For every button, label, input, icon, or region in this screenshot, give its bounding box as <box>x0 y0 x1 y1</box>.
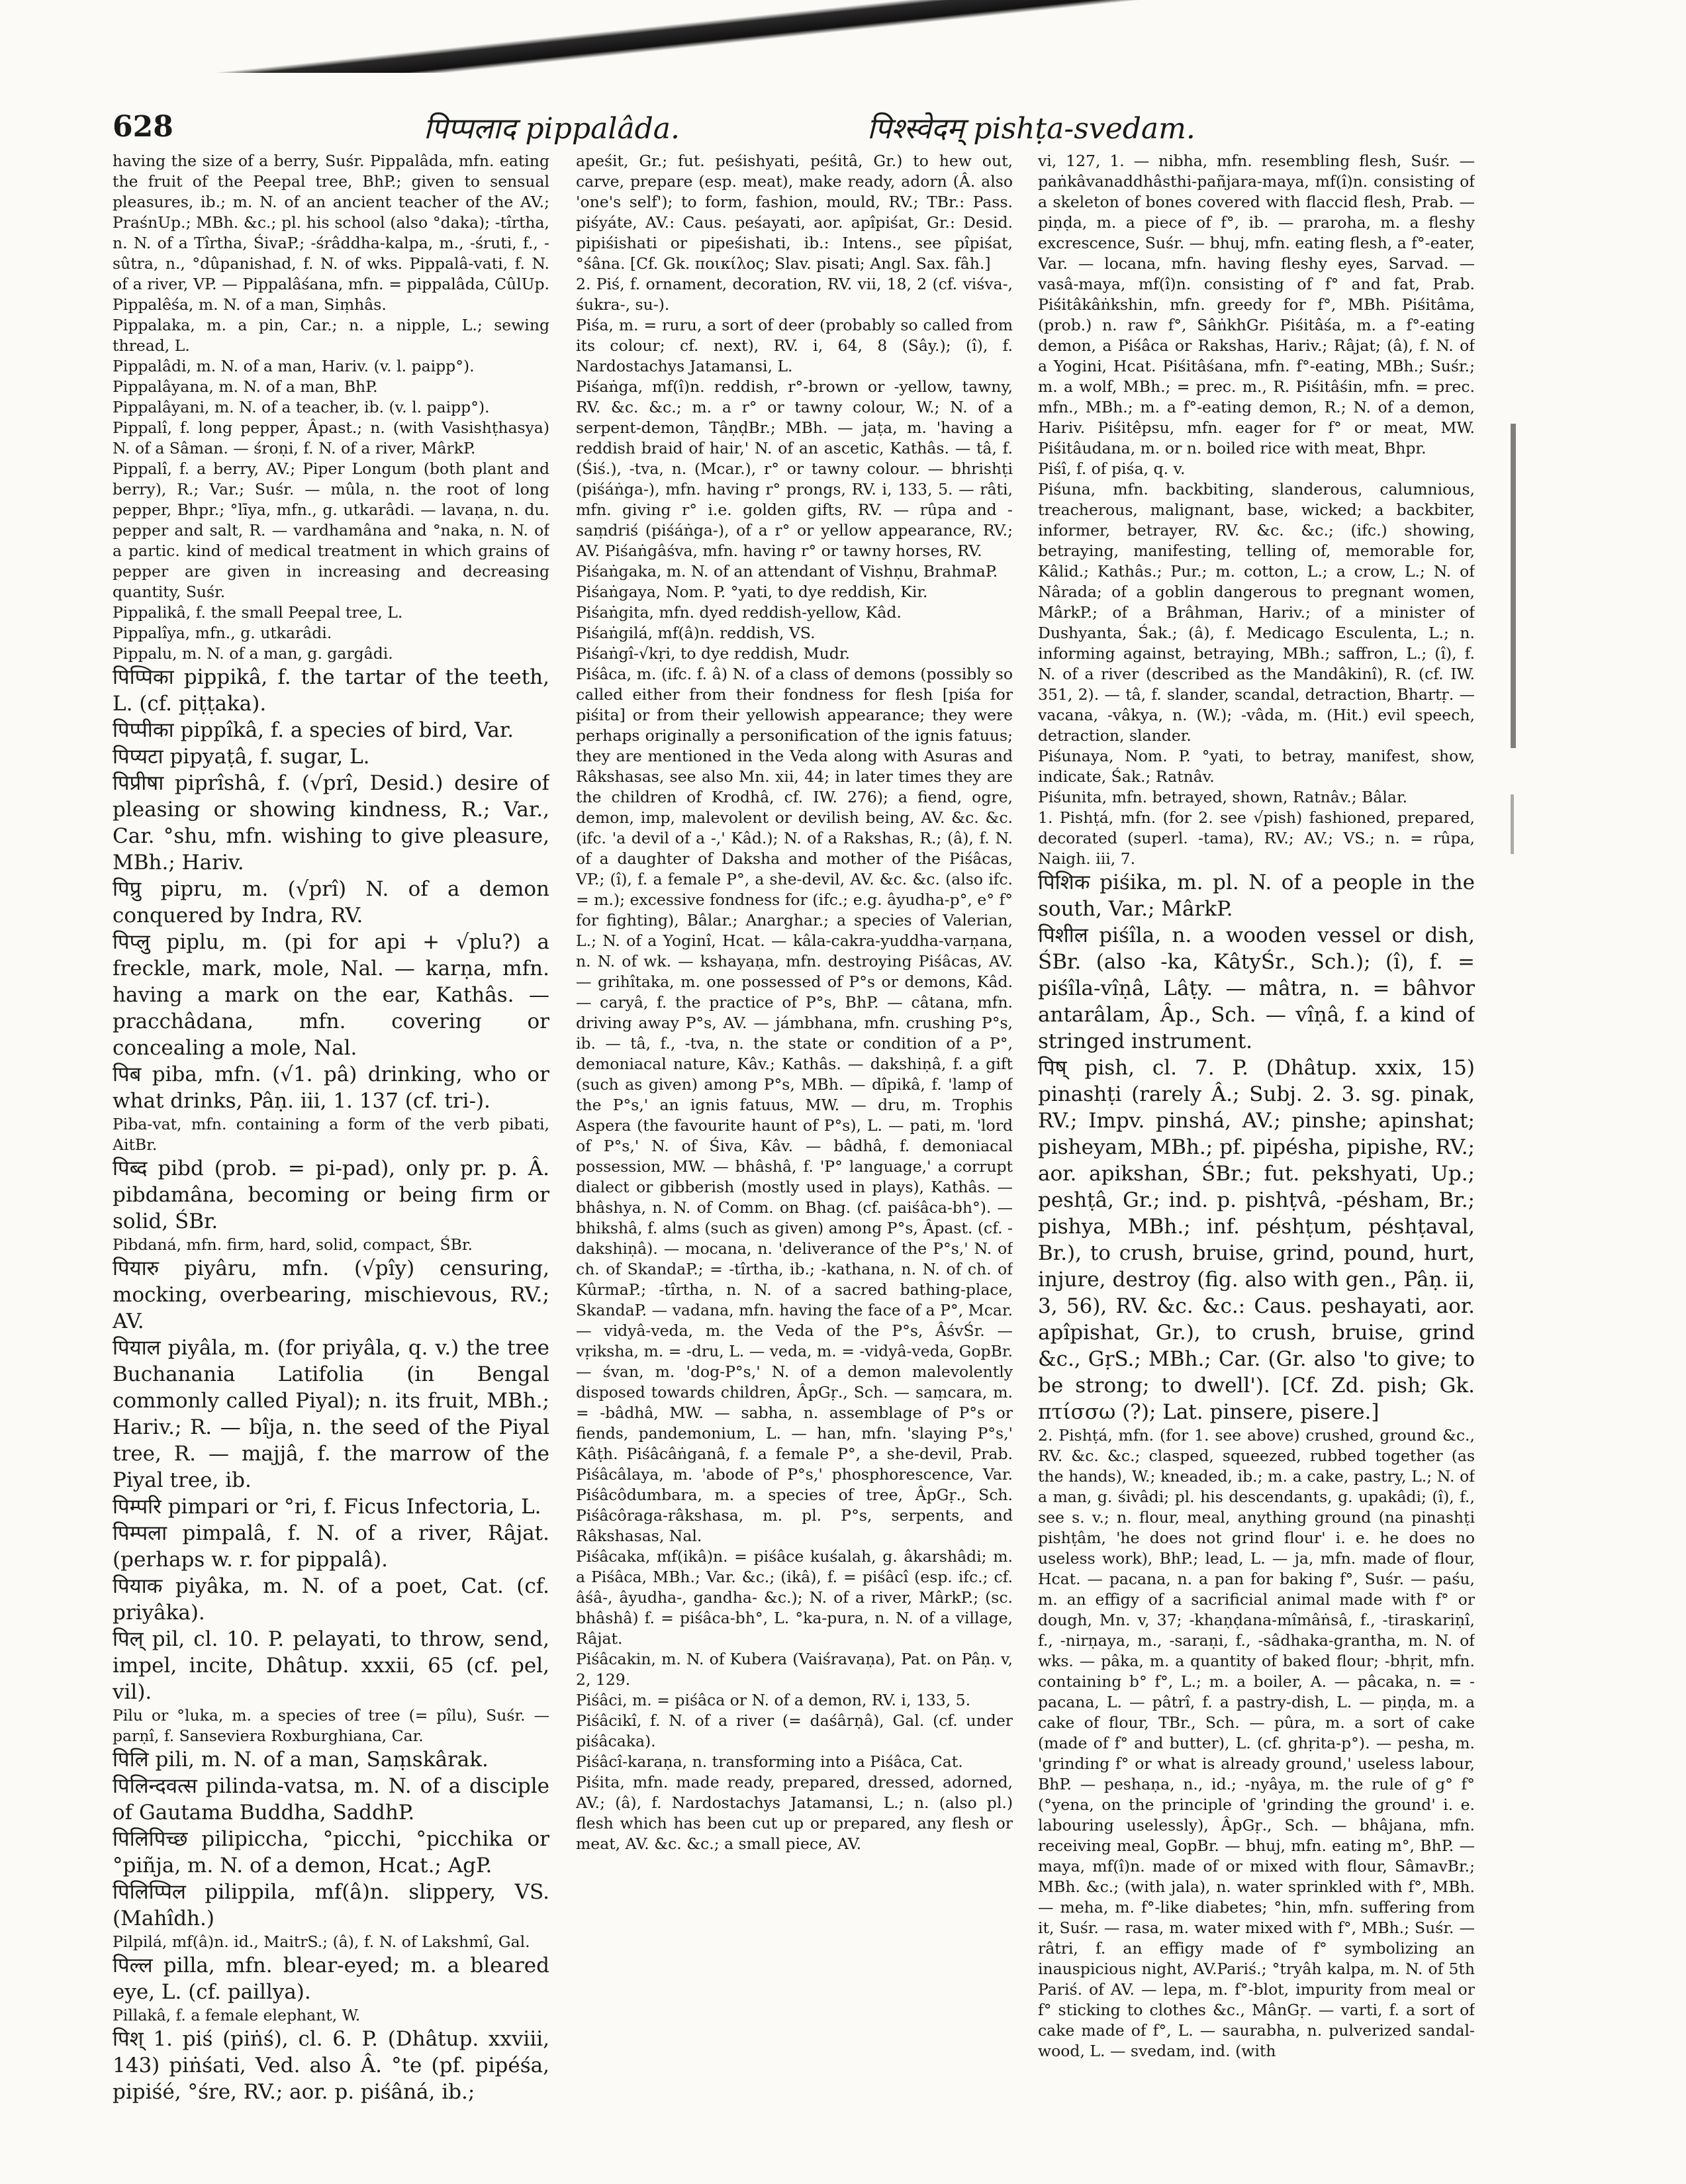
dictionary-entry: Piśuna, mfn. backbiting, slanderous, calumnious, treacherous, malignant, base, wicked; a backbiter, informer, betrayer, RV. &c. &c.; (ifc.) showing, betraying, manifesting, telling of, memorable for, Kâlid.; Kathâs.; Pur.; m. cotton, L.; a crow, L.; N. of Nârada; of a goblin dangerous to pregnant women, MârkP.; of a Brâhman, Hariv.; of a minister of Dushyanta, Śak.; (â), f. Medicago Esculenta, L.; n. informing against, betraying, MBh.; saffron, L.; (î), f. N. of a river (described as the Mandâkinî), R. (cf. IW. 351, 2). — tâ, f. slander, scandal, detraction, Bhartṛ. — vacana, -vâkya, n. (W.); -vâda, m. (Hit.) evil speech, detraction, slander. <box>1038 480 1475 745</box>
dictionary-entry: Pippalî, f. long pepper, Âpast.; n. (with Vasishṭhasya) N. of a Sâman. — śroṇi, f. N. of a river, MârkP. <box>113 418 549 457</box>
dictionary-entry: पिप्लु piplu, m. (pi for api + √plu?) a freckle, mark, mole, Nal. — karṇa, mfn. having a mark on the ear, Kathâs. — pracchâdana, mfn. covering or concealing a mole, Nal. <box>113 930 549 1060</box>
dictionary-entry: Piba-vat, mfn. containing a form of the verb pibati, AitBr. <box>113 1115 549 1154</box>
dictionary-entry: Piśaṅgilá, mf(â)n. reddish, VS. <box>576 624 816 642</box>
dictionary-entry: Piśa, m. = ruru, a sort of deer (probably so called from its colour; cf. next), RV. i, 64, 8 (Sây.); (î), f. Nardostachys Jatamansi, L. <box>576 316 1013 375</box>
dictionary-entry: पिप्रीषा piprîshâ, f. (√prî, Desid.) desire of pleasing or showing kindness, R.; Var., Car. °shu, mfn. wishing to give pleasure, MBh.; Hariv. <box>113 771 549 875</box>
dictionary-entry: Pippalaka, m. a pin, Car.; n. a nipple, L.; sewing thread, L. <box>113 316 549 355</box>
dictionary-entry: Pippalikâ, f. the small Peepal tree, L. <box>113 603 403 622</box>
dictionary-entry: Piśâca, m. (ifc. f. â) N. of a class of demons (possibly so called either from their fondness for flesh [piśa for piśita] or from their yellowish appearance; they were perhaps originally a personification of the ignis fatuus; they are mentioned in the Veda along with Asuras and Râkshasas, see also Mn. xii, 44; in later times they are the children of Krodhâ, cf. IW. 276); a fiend, ogre, demon, imp, malevolent or devilish being, AV. &c. &c. (ifc. 'a devil of a -,' Kâd.); N. of a Rakshas, R.; (â), f. N. of a daughter of Daksha and mother of the Piśâcas, VP.; (î), f. a female P°, a she-devil, AV. &c. &c. (also ifc. = m.); excessive fondness for (ifc.; e.g. âyudha-p°, e° f° for fighting), Bâlar.; Anarghar.; a species of Valerian, L.; N. of a Yoginî, Hcat. — kâla-cakra-yuddha-varṇana, n. N. of wk. — kshayaṇa, mfn. destroying Piśâcas, AV. — grihîtaka, m. one possessed of P°s or demons, Kâd. — caryâ, f. the practice of P°s, BhP. — câtana, mfn. driving away P°s, AV. — jámbhana, mfn. crushing P°s, ib. — tâ, f., -tva, n. the state or condition of a P°, demoniacal nature, Kâv.; Kathâs. — dakshiṇâ, f. a gift (such as given) among P°s, MBh. — dîpikâ, f. 'lamp of the P°s,' an ignis fatuus, MW. — dru, m. Trophis Aspera (the favourite haunt of P°s), L. — pati, m. 'lord of P°s,' N. of Śiva, Kâv. — bâdhâ, f. demoniacal possession, MW. — bhâshâ, f. 'P° language,' a corrupt dialect or gibberish (mostly used in plays), Kathâs. — bhâshya, n. N. of Comm. on Bhag. (cf. paiśâca-bh°). — bhikshâ, f. alms (such as given) among P°s, Âpast. (cf. -dakshiṇâ). — mocana, n. 'deliverance of the P°s,' N. of ch. of SkandaP.; = -tîrtha, ib.; -kathana, n. N. of ch. of KûrmaP.; -tîrtha, n. N. of a sacred bathing-place, SkandaP. — vadana, mfn. having the face of a P°, Mcar. — vidyâ-veda, m. the Veda of the P°s, ÂśvŚr. — vṛiksha, m. = -dru, L. — veda, m. = -vidyâ-veda, GopBr. — śvan, m. 'dog-P°s,' N. of a demon malevolently disposed towards children, ÂpGṛ., Sch. — saṃcara, m. = -bâdhâ, MW. — sabha, n. assemblage of P°s or fiends, pandemonium, L. — han, mfn. 'slaying P°s,' Kâṭh. Piśâcâṅganâ, f. a female P°, a she-devil, Prab. Piśâcâlaya, m. 'abode of P°s,' phosphorescence, Var. Piśâcôdumbara, m. a species of tree, ÂpGṛ., Sch. Piśâcôraga-râkshasa, m. pl. P°s, serpents, and Râkshasas, Nal. <box>576 665 1013 1545</box>
dictionary-entry: पिप्पिका pippikâ, f. the tartar of the teeth, L. (cf. piṭṭaka). <box>113 665 549 716</box>
dictionary-entry: Pippalâyana, m. N. of a man, BhP. <box>113 377 378 396</box>
dictionary-entry: Pilpilá, mf(â)n. id., MaitrS.; (â), f. N. of Lakshmî, Gal. <box>113 1932 530 1951</box>
dictionary-entry: पियाल piyâla, m. (for priyâla, q. v.) the tree Buchanania Latifolia (in Bengal commonly called Piyal); n. its fruit, MBh.; Hariv.; R. — bîja, n. the seed of the Piyal tree, R. — majjâ, f. the marrow of the Piyal tree, ib. <box>113 1336 549 1492</box>
dictionary-entry: vi, 127, 1. — nibha, mfn. resembling flesh, Suśr. — paṅkâvanaddhâsthi-pañjara-maya, mf(î)n. consisting of a skeleton of bones covered with flaccid flesh, Prab. — piṇḍa, m. a piece of f°, ib. — praroha, m. a fleshy excrescence, Suśr. — bhuj, mfn. eating flesh, a f°-eater, Var. — locana, mfn. having fleshy eyes, Sarvad. — vasâ-maya, mf(î)n. consisting of f° and fat, Prab. Piśitâkâṅkshin, mfn. greedy for f°, MBh. Piśitâma, (prob.) n. raw f°, SâṅkhGr. Piśitâśa, m. a f°-eating demon, a Piśâca or Rakshas, Hariv.; Râjat; (â), f. N. of a Yogini, Hcat. Piśitâśana, mfn. f°-eating, MBh.; Suśr.; m. a wolf, MBh.; = prec. m., R. Piśitâśin, mfn. = prec. mfn., MBh.; m. a f°-eating demon, R.; N. of a demon, Hariv. Piśitêpsu, mfn. eager for f° or meat, MW. Piśitâudana, m. or n. boiled rice with meat, Bhpr. <box>1038 152 1475 457</box>
dictionary-entry: पिलि pili, m. N. of a man, Saṃskârak. <box>113 1748 489 1772</box>
column-3 <box>1038 151 1475 2150</box>
left-running-head: पिप्पलाद pippalâda. <box>424 112 680 146</box>
scan-edge-mark <box>1511 424 1516 748</box>
dictionary-entry: Pippalu, m. N. of a man, g. gargâdi. <box>113 644 393 663</box>
dictionary-entry: Piśaṅgita, mfn. dyed reddish-yellow, Kâd. <box>576 603 902 622</box>
dictionary-entry: Piśâcî-karaṇa, n. transforming into a Piśâca, Cat. <box>576 1752 963 1771</box>
top-edge-shadow <box>0 0 1686 73</box>
dictionary-entry: Pillakâ, f. a female elephant, W. <box>113 2006 361 2024</box>
column-1 <box>113 151 549 2150</box>
dictionary-entry: Piśaṅgaka, m. N. of an attendant of Vishṇu, BrahmaP. <box>576 562 998 581</box>
dictionary-entry: पिब्द pibd (prob. = pi-pad), only pr. p. Â. pibdamâna, becoming or being firm or solid, ŚBr. <box>113 1157 549 1233</box>
dictionary-entry: Piśunita, mfn. betrayed, shown, Ratnâv.; Bâlar. <box>1038 788 1408 806</box>
dictionary-entry: Piśunaya, Nom. P. °yati, to betray, manifest, show, indicate, Śak.; Ratnâv. <box>1038 747 1475 786</box>
dictionary-entry: पिम्पला pimpalâ, f. N. of a river, Râjat. (perhaps w. r. for pippalâ). <box>113 1521 549 1572</box>
dictionary-entry: पिलिप्पिल pilippila, mf(â)n. slippery, VS. (Mahîdh.) <box>113 1880 549 1930</box>
dictionary-entry: पिप्पीका pippîkâ, f. a species of bird, Var. <box>113 718 514 742</box>
dictionary-entry: पिलिपिच्छ pilipiccha, °picchi, °picchika or °piñja, m. N. of a demon, Hcat.; AgP. <box>113 1827 549 1877</box>
dictionary-entry: Pilu or °luka, m. a species of tree (= pîlu), Suśr. — parṇî, f. Sanseviera Roxburghiana, Car. <box>113 1706 549 1745</box>
dictionary-entry: पिशिक piśika, m. pl. N. of a people in the south, Var.; MârkP. <box>1038 871 1475 921</box>
dictionary-entry: Piśita, mfn. made ready, prepared, dressed, adorned, AV.; (â), f. Nardostachys Jatamansi, L.; n. (also pl.) flesh which has been cut up or prepared, any flesh or meat, AV. &c. &c.; a small piece, AV. <box>576 1773 1013 1853</box>
dictionary-entry: पिष् pish, cl. 7. P. (Dhâtup. xxix, 15) pinashṭi (rarely Â.; Subj. 2. 3. sg. pinak, RV.; Impv. pinshá, AV.; pinshe; apinshat; pisheyam, MBh.; pf. pipésha, pipishe, RV.; aor. apikshan, ŚBr.; fut. pekshyati, Up.; peshṭâ, Gr.; ind. p. pishṭvâ, -pésham, Br.; pishya, MBh.; inf. péshṭum, péshṭaval, Br.), to crush, bruise, grind, pound, hurt, injure, destroy (fig. also with gen., Pâṇ. ii, 3, 56), RV. &c. &c.: Caus. peshayati, aor. apîpishat, Gr.), to crush, bruise, grind &c., GṛS.; MBh.; Car. (Gr. also 'to give; to be strong; to dwell'). [Cf. Zd. pish; Gk. πτίσσω (?); Lat. pinsere, pisere.] <box>1038 1056 1475 1424</box>
dictionary-entry: पिशील piśîla, n. a wooden vessel or dish, ŚBr. (also -ka, KâtyŚr., Sch.); (î), f. = piśîla-vîṇâ, Lâṭy. — mâtra, n. = bâhvor antarâlam, Âp., Sch. — vîṇâ, f. a kind of stringed instrument. <box>1038 924 1475 1053</box>
dictionary-entry: 2. Piś, f. ornament, decoration, RV. vii, 18, 2 (cf. viśva-, śukra-, su-). <box>576 275 1013 314</box>
dictionary-entry: पिलिन्दवत्स pilinda-vatsa, m. N. of a disciple of Gautama Buddha, SaddhP. <box>113 1774 549 1825</box>
dictionary-entry: पिप्यटा pipyaṭâ, f. sugar, L. <box>113 745 370 769</box>
dictionary-entry: Piśâci, m. = piśâca or N. of a demon, RV. i, 133, 5. <box>576 1691 971 1709</box>
page-number: 628 <box>113 110 173 144</box>
dictionary-entry: apeśit, Gr.; fut. peśishyati, peśitâ, Gr.) to hew out, carve, prepare (esp. meat), make ready, adorn (Â. also 'one's self'); to form, fashion, mould, RV.; TBr.: Pass. piśyáte, AV.: Caus. peśayati, aor. apîpiśat, Gr.: Desid. pipiśishati or pipeśishati, ib.: Intens., see pîpiśat, °śâna. [Cf. Gk. ποικίλος; Slav. pisati; Angl. Sax. fâh.] <box>576 152 1013 273</box>
scan-edge-mark-small <box>1511 794 1514 854</box>
dictionary-entry: पिल् pil, cl. 10. P. pelayati, to throw, send, impel, incite, Dhâtup. xxxii, 65 (cf. pel, vil). <box>113 1627 549 1704</box>
dictionary-entry: पिल्ल pilla, mfn. blear-eyed; m. a bleared eye, L. (cf. paillya). <box>113 1954 549 2004</box>
dictionary-entry: Pippalâyani, m. N. of a teacher, ib. (v. l. paipp°). <box>113 398 490 416</box>
dictionary-entry: पियाक piyâka, m. N. of a poet, Cat. (cf. priyâka). <box>113 1574 549 1625</box>
dictionary-entry: Piśâcakin, m. N. of Kubera (Vaiśravaṇa), Pat. on Pâṇ. v, 2, 129. <box>576 1650 1013 1689</box>
dictionary-entry: Piśâcikî, f. N. of a river (= daśârṇâ), Gal. (cf. under piśâcaka). <box>576 1711 1013 1750</box>
dictionary-entry: Piśâcaka, mf(ikâ)n. = piśâce kuśalah, g. âkarshâdi; m. a Piśâca, MBh.; Var. &c.; (ikâ), f. = piśâcî (esp. ifc.; cf. âśâ-, âyudha-, gandha- &c.); N. of a river, MârkP.; (sc. bhâshâ) f. = piśâca-bh°, L. °ka-pura, n. N. of a village, Râjat. <box>576 1547 1013 1648</box>
column-2 <box>576 151 1013 2150</box>
dictionary-entry: Piśaṅga, mf(î)n. reddish, r°-brown or -yellow, tawny, RV. &c. &c.; m. a r° or tawny colour, W.; N. of a serpent-demon, TâṇḍBr.; MBh. — jaṭa, m. 'having a reddish braid of hair,' N. of an ascetic, Kathâs. — tâ, f. (Śiś.), -tva, n. (Mcar.), r° or tawny colour. — bhrishṭi (piśáṅga-), mfn. having r° prongs, RV. i, 133, 5. — râti, mfn. giving r° i.e. golden gifts, RV. — rûpa and -saṃdriś (piśáṅga-), of a r° or yellow appearance, RV.; AV. Piśaṅgâśva, mfn. having r° or tawny horses, RV. <box>576 377 1013 560</box>
dictionary-entry: पियारु piyâru, mfn. (√pîy) censuring, mocking, overbearing, mischievous, RV.; AV. <box>113 1257 549 1333</box>
page-header <box>113 99 1489 152</box>
right-running-head: पिश्स्वेदम् pishṭa-svedam. <box>867 112 1195 146</box>
dictionary-entry: Piśaṅgaya, Nom. P. °yati, to dye reddish, Kir. <box>576 583 928 601</box>
dictionary-entry: पिश् 1. piś (piṅś), cl. 6. P. (Dhâtup. xxviii, 143) piṅśati, Ved. also Â. °te (pf. pipéśa, pipiśé, °śre, RV.; aor. p. piśâná, ib.; <box>113 2027 549 2104</box>
dictionary-entry: पिप्रु pipru, m. (√prî) N. of a demon conquered by Indra, RV. <box>113 877 549 927</box>
dictionary-entry: 1. Pishṭá, mfn. (for 2. see √pish) fashioned, prepared, decorated (superl. -tama), RV.; AV.; VS.; n. = rûpa, Naigh. iii, 7. <box>1038 808 1475 868</box>
dictionary-entry: Piśî, f. of piśa, q. v. <box>1038 459 1186 478</box>
dictionary-entry: 2. Pishṭá, mfn. (for 1. see above) crushed, ground &c., RV. &c. &c.; clasped, squeezed, rubbed together (as the hands), W.; kneaded, ib.; m. a cake, pastry, L.; N. of a man, g. śivâdi; pl. his descendants, g. upakâdi; (î), f., see s. v.; n. flour, meal, anything ground (na pinashṭi pishṭâm, 'he does not grind flour' i. e. he does no useless work), BhP.; lead, L. — ja, mfn. made of flour, Hcat. — pacana, n. a pan for baking f°, Suśr. — paśu, m. an effigy of a sacrificial animal made with f° or dough, Mn. v, 37; -khaṇḍana-mîmâṅsâ, f., -tiraskariṇî, f., -nirṇaya, m., -saraṇi, f., -sâdhaka-grantha, m. N. of wks. — pâka, m. a quantity of baked flour; -bhṛit, mfn. containing b° f°, L.; m. a boiler, A. — pâcaka, n. = -pacana, L. — pâtrî, f. a pastry-dish, L. — piṇḍa, m. a cake of flour, TBr., Sch. — pûra, m. a sort of cake (made of f° and butter), L. (cf. ghṛita-p°). — pesha, m. 'grinding f° or what is already ground,' useless labour, BhP. — peshaṇa, n., id.; -nyâya, m. the rule of g° f° (°yena, on the principle of 'grinding the ground' i. e. labouring uselessly), ÂpGṛ., Sch. — bhâjana, mfn. receiving meal, GopBr. — bhuj, mfn. eating m°, BhP. — maya, mf(î)n. made of or mixed with flour, SâmavBr.; MBh. &c.; (with jala), n. water sprinkled with f°, MBh. — meha, m. f°-like diabetes; °hin, mfn. suffering from it, Suśr. — rasa, m. water mixed with f°, MBh.; Suśr. — râtri, f. an effigy made of f° symbolizing an inauspicious night, AV.Pariś.; °tryâh kalpa, m. N. of 5th Pariś. of AV. — lepa, m. f°-blot, impurity from meal or f° sticking to clothes &c., MânGṛ. — varti, f. a sort of cake made of f°, L. — saurabha, n. pulverized sandal-wood, L. — svedam, ind. (with <box>1038 1426 1475 2060</box>
dictionary-entry: having the size of a berry, Suśr. Pippalâda, mfn. eating the fruit of the Peepal tree, BhP.; given to sensual pleasures, ib.; m. N. of an ancient teacher of the AV.; PraśnUp.; MBh. &c.; pl. his school (also °daka); -tîrtha, n. N. of a Tîrtha, ŚivaP.; -śrâddha-kalpa, m., -śruti, f., -sûtra, n., °dûpanishad, f. N. of wks. Pippalâ-vati, f. N. of a river, VP. — Pippalâśana, mfn. = pippalâda, CûlUp. Pippalêśa, m. N. of a man, Siṃhâs. <box>113 152 549 314</box>
dictionary-entry: Piśaṅgî-√kṛi, to dye reddish, Mudr. <box>576 644 850 663</box>
dictionary-entry: पिम्परि pimpari or °ri, f. Ficus Infectoria, L. <box>113 1495 541 1519</box>
dictionary-entry: Pibdaná, mfn. firm, hard, solid, compact, ŚBr. <box>113 1235 473 1254</box>
dictionary-entry: Pippalî, f. a berry, AV.; Piper Longum (both plant and berry), R.; Var.; Suśr. — mûla, n. the root of long pepper, Bhpr.; °līya, mfn., g. utkarâdi. — lavaṇa, n. du. pepper and salt, R. — vardhamâna and °naka, n. N. of a partic. kind of medical treatment in which grains of pepper are given in increasing and decreasing quantity, Suśr. <box>113 459 549 601</box>
dictionary-entry: Pippalâdi, m. N. of a man, Hariv. (v. l. paipp°). <box>113 357 475 375</box>
dictionary-entry: पिब piba, mfn. (√1. pâ) drinking, who or what drinks, Pâṇ. iii, 1. 137 (cf. tri-). <box>113 1063 549 1113</box>
dictionary-entry: Pippalîya, mfn., g. utkarâdi. <box>113 624 332 642</box>
